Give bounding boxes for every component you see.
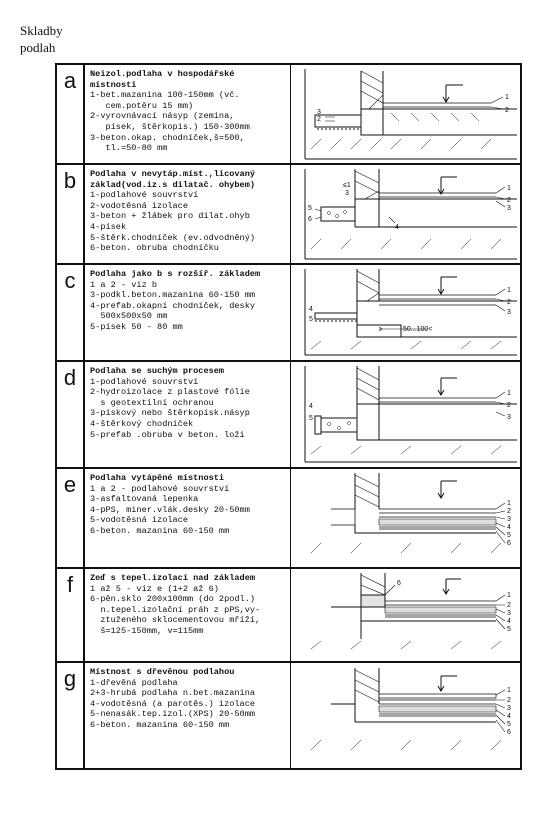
row-letter: g — [63, 666, 77, 691]
callout-label: 2 — [507, 197, 511, 204]
table-row-d — [57, 362, 520, 469]
row-item: 4-vodotěsná (a parotěs.) izolace — [90, 698, 256, 709]
callout-label: 4 — [309, 403, 313, 410]
row-heading: Podlaha v nevytáp.míst.,licovaný základ(vod.iz.s dilatač. ohybem) — [90, 169, 256, 190]
table-row-c — [57, 265, 520, 362]
row-item: 6-beton. mazanina 60-150 mm — [90, 525, 230, 536]
floor-compositions-table — [55, 63, 522, 770]
row-heading: Podlaha se suchým procesem — [90, 366, 225, 376]
row-item: 4-štěrkový chodníček — [90, 418, 194, 429]
callout-label: 2 — [507, 402, 511, 409]
section-drawing-e — [291, 469, 520, 567]
row-item: 4-pPS, miner.vlák.desky 20-50mm — [90, 504, 250, 515]
row-item: 5-nenasák.tep.izol.(XPS) 20-50mm — [90, 709, 256, 720]
row-letter-cell — [57, 569, 85, 661]
row-item: 2-hydroizolace z plastové fólie — [90, 387, 250, 398]
callout-label: 2 — [507, 697, 511, 704]
row-item: 1 až 5 - viz e (1+2 až 6) — [90, 583, 219, 594]
row-item: 6-beton. mazanina 60-150 mm — [90, 719, 230, 730]
callout-label: 3 — [345, 190, 349, 197]
callout-label: 2 — [507, 508, 511, 515]
callout-label: 1 — [507, 500, 511, 507]
row-item: 6-beton. obruba chodníčku — [90, 243, 219, 254]
section-drawing-b — [291, 165, 520, 263]
row-heading: Zeď s tepel.izolací nad základem — [90, 573, 256, 583]
callout-label: 50...100< — [403, 326, 433, 333]
table-row-a — [57, 65, 520, 165]
callout-label: 4 — [309, 306, 313, 313]
row-item: 6-pěn.sklo 200x100mm (do 2podl.) — [90, 594, 256, 605]
callout-label: 3 — [507, 516, 511, 523]
row-item: 1-podlahové souvrství — [90, 376, 199, 387]
row-item: s geotextilní ochranou — [90, 397, 214, 408]
section-drawing-g-svg — [291, 663, 520, 768]
section-drawing-a-svg — [291, 65, 520, 163]
section-drawing-f-svg — [291, 569, 520, 661]
row-description — [85, 569, 291, 661]
row-item: 3-beton.okap. chodníček,š=500, — [90, 132, 245, 143]
callout-label: 6 — [507, 540, 511, 547]
page-title — [20, 22, 63, 56]
row-item: 3-asfaltovaná lepenka — [90, 494, 199, 505]
callout-label: 4 — [507, 618, 511, 625]
row-heading: Podlaha jako b s rozšíř. základem — [90, 269, 261, 279]
callout-label: 3 — [507, 309, 511, 316]
row-letter-cell — [57, 165, 85, 263]
row-item: 5-písek 50 - 80 mm — [90, 321, 183, 332]
callout-label: 3 — [507, 205, 511, 212]
callout-label: 1 — [507, 390, 511, 397]
row-item: 5-štěrk.chodníček (ev.odvodněný) — [90, 232, 256, 243]
row-item: 2-vyrovnávací násyp (zemina, — [90, 111, 235, 122]
callout-label: 1 — [505, 94, 509, 101]
row-item: 2+3-hrubá podlaha n.bet.mazanina — [90, 688, 256, 699]
row-item: písek, štěrkopis.) 150-300mm — [90, 121, 250, 132]
table-row-g — [57, 663, 520, 768]
row-item: 5-vodotěsná izolace — [90, 515, 188, 526]
callout-label: 4 — [395, 224, 399, 231]
callout-label: ≤1 — [343, 182, 351, 189]
callout-label: 2 — [505, 107, 509, 114]
callout-label: 1 — [507, 592, 511, 599]
callout-label: 6 — [397, 580, 401, 587]
row-heading: Podlaha vytápěné místnosti — [90, 473, 225, 483]
row-description — [85, 469, 291, 567]
row-item: tl.=50-80 mm — [90, 143, 168, 154]
section-drawing-c — [291, 265, 520, 360]
callout-label: 5 — [309, 415, 313, 422]
callout-label: 6 — [507, 729, 511, 736]
section-drawing-d — [291, 362, 520, 467]
page-title-line-2: podlah — [20, 40, 56, 55]
section-drawing-g — [291, 663, 520, 768]
row-letter: e — [63, 472, 77, 497]
row-letter-cell — [57, 265, 85, 360]
row-letter: d — [63, 365, 77, 390]
callout-label: 4 — [507, 524, 511, 531]
row-item: 4-písek — [90, 221, 127, 232]
callout-label: 3 — [507, 414, 511, 421]
row-item: 1 a 2 - podlahové souvrství — [90, 483, 230, 494]
callout-label: 3 — [507, 610, 511, 617]
row-letter: f — [66, 572, 74, 597]
callout-label: 3 — [317, 109, 321, 116]
callout-label: 5 — [507, 626, 511, 633]
row-description — [85, 362, 291, 467]
row-item: š=125-150mm, v=115mm — [90, 625, 204, 636]
callout-label: 6 — [308, 216, 312, 223]
row-description — [85, 265, 291, 360]
section-drawing-e-svg — [291, 469, 520, 567]
row-item: 4-prefab.okapní chodníček, desky — [90, 300, 256, 311]
row-item: cem.potěru 15 mm) — [90, 100, 194, 111]
callout-label: 5 — [507, 721, 511, 728]
row-letter-cell — [57, 663, 85, 768]
row-item: 3-pískový nebo štěrkopísk.násyp — [90, 408, 250, 419]
row-item: 1-podlahové souvrství — [90, 190, 199, 201]
callout-label: 5 — [309, 316, 313, 323]
row-heading: Neizol.podlaha v hospodářské místnosti — [90, 69, 235, 90]
callout-label: 1 — [507, 687, 511, 694]
page-title-line-1: Skladby — [20, 23, 63, 38]
row-letter-cell — [57, 362, 85, 467]
callout-label: 2 — [507, 299, 511, 306]
row-item: 1-bet.mazanina 100-150mm (vč. — [90, 90, 240, 101]
row-item: 3-podkl.beton.mazanina 60-150 mm — [90, 290, 256, 301]
row-letter: a — [63, 68, 77, 93]
callout-label: 3 — [507, 705, 511, 712]
section-drawing-d-svg — [291, 362, 520, 467]
callout-label: 2 — [317, 116, 321, 123]
callout-label: 1 — [507, 287, 511, 294]
section-drawing-a — [291, 65, 520, 163]
table-row-b — [57, 165, 520, 265]
row-letter: c — [64, 268, 76, 293]
callout-label: 4 — [507, 713, 511, 720]
row-item: 500x500x50 mm — [90, 311, 168, 322]
row-item: 3-beton + žlábek pro dilat.ohyb — [90, 211, 250, 222]
row-heading: Místnost s dřevěnou podlahou — [90, 667, 235, 677]
row-item: 5-prefab .obruba v beton. loži — [90, 429, 245, 440]
row-description — [85, 65, 291, 163]
table-row-f — [57, 569, 520, 663]
section-drawing-b-svg — [291, 165, 520, 263]
table-row-e — [57, 469, 520, 569]
row-description — [85, 165, 291, 263]
callout-label: 2 — [507, 602, 511, 609]
row-description — [85, 663, 291, 768]
row-item: ztuženého sklocementovou mříží, — [90, 615, 261, 626]
row-letter: b — [63, 168, 77, 193]
section-drawing-c-svg — [291, 265, 520, 360]
callout-label: 5 — [507, 532, 511, 539]
row-item: n.tepel.izolační práh z pPS,vy- — [90, 604, 261, 615]
row-letter-cell — [57, 469, 85, 567]
row-letter-cell — [57, 65, 85, 163]
callout-label: 1 — [507, 185, 511, 192]
callout-label: 5 — [308, 205, 312, 212]
section-drawing-f — [291, 569, 520, 661]
row-item: 1-dřevěná podlaha — [90, 677, 178, 688]
row-item: 2-vodotěsná izolace — [90, 200, 188, 211]
row-item: 1 a 2 - viz b — [90, 279, 158, 290]
